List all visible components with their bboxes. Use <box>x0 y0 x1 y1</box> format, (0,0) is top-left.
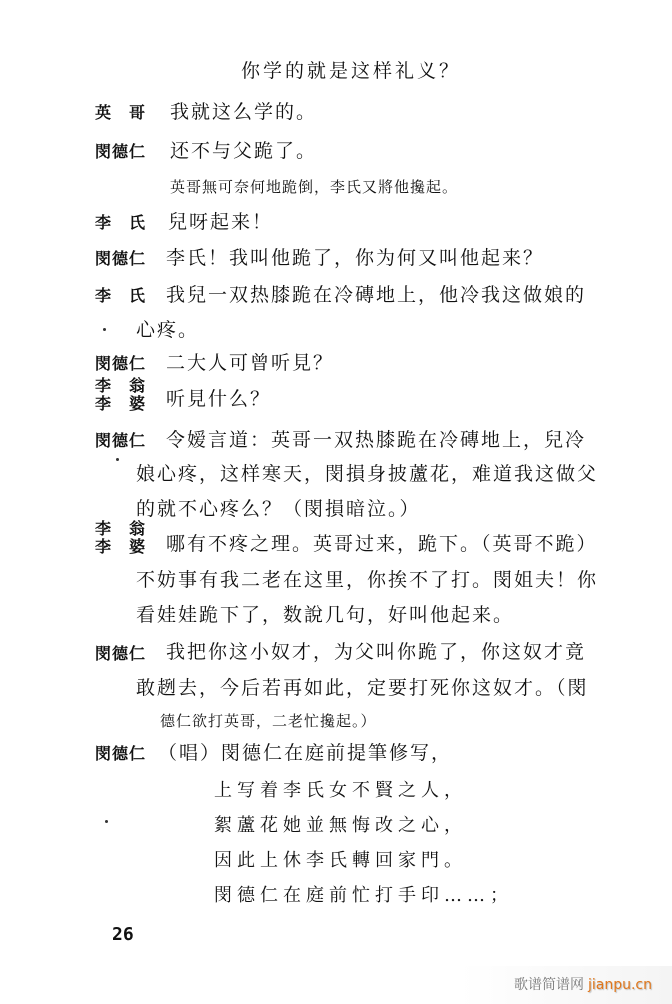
speaker-label: 李 氏 <box>95 213 147 232</box>
speaker-label-stacked <box>95 377 146 413</box>
dialogue-continuation: 心疼。 <box>136 319 200 341</box>
speaker-label: 閔德仁 <box>95 354 147 373</box>
stage-direction: 德仁欲打英哥，二老忙攙起。） <box>160 712 377 730</box>
scan-speck <box>116 458 119 461</box>
speaker-label: 英 哥 <box>95 103 147 122</box>
verse-line: 閔德仁在庭前忙打手印……； <box>214 885 513 906</box>
dialogue-text: 令嫒言道：英哥一双热膝跪在冷磚地上，兒冷 <box>166 429 587 451</box>
watermark-cn: 歌谱简谱网 <box>513 977 584 993</box>
speaker-label-bottom: 李 婆 <box>95 394 147 413</box>
speaker-label: 閔德仁 <box>95 249 147 268</box>
dialogue-continuation: 娘心疼，这样寒天，閔損身披蘆花，难道我这做父 <box>136 463 599 485</box>
speaker-label: 李 氏 <box>95 286 147 305</box>
speaker-label-top: 李 翁 <box>95 519 147 538</box>
speaker-label: 閔德仁 <box>95 644 147 663</box>
scan-speck <box>105 820 108 823</box>
song-text: （唱）閔德仁在庭前提筆修写， <box>158 742 453 764</box>
dialogue-text: 听見什么？ <box>166 388 272 410</box>
verse-line: 上写着李氏女不賢之人， <box>214 780 467 801</box>
speaker-label: 閔德仁 <box>95 142 147 161</box>
dialogue-text: 兒呀起来！ <box>168 211 274 233</box>
dialogue-text: 我就这么学的。 <box>170 101 318 123</box>
dialogue-continuation: 的就不心疼么？（閔損暗泣。） <box>136 498 421 520</box>
verse-line: 絮蘆花她並無悔改之心， <box>214 815 467 836</box>
dialogue-text: 我兒一双热膝跪在冷磚地上，他冷我这做娘的 <box>166 284 587 306</box>
dialogue-text: 我把你这小奴才，为父叫你跪了，你这奴才竟 <box>166 641 587 663</box>
stage-direction: 英哥無可奈何地跪倒，李氏又將他攙起。 <box>170 178 459 196</box>
speaker-label: 閔德仁 <box>95 744 147 763</box>
dialogue-continuation: 敢趔去，今后若再如此，定要打死你这奴才。（閔 <box>136 677 589 699</box>
site-watermark <box>460 966 672 1004</box>
watermark-en: jianpu.cn <box>587 977 652 993</box>
dialogue-text: 李氏！我叫他跪了，你为何又叫他起来？ <box>166 247 545 269</box>
dialogue-continuation: 不妨事有我二老在这里，你挨不了打。閔姐夫！你 <box>136 569 599 591</box>
dialogue-text: 二大人可曾听見？ <box>166 352 335 374</box>
speaker-label: 閔德仁 <box>95 431 147 450</box>
dialogue-text: 哪有不疼之理。英哥过来，跪下。（英哥不跪） <box>166 533 598 555</box>
speaker-label-bottom: 李 婆 <box>95 537 147 556</box>
dialogue-continuation: 看娃娃跪下了，数說几句，好叫他起来。 <box>136 604 515 626</box>
verse-line: 因此上休李氏轉回家門。 <box>214 850 467 871</box>
scan-speck <box>103 328 106 331</box>
speaker-label-top: 李 翁 <box>95 376 147 395</box>
dialogue-text: 还不与父跪了。 <box>170 140 318 162</box>
speaker-label-stacked <box>95 520 146 556</box>
page-title: 你学的就是这样礼义？ <box>240 60 461 82</box>
page-number: 26 <box>112 924 134 945</box>
